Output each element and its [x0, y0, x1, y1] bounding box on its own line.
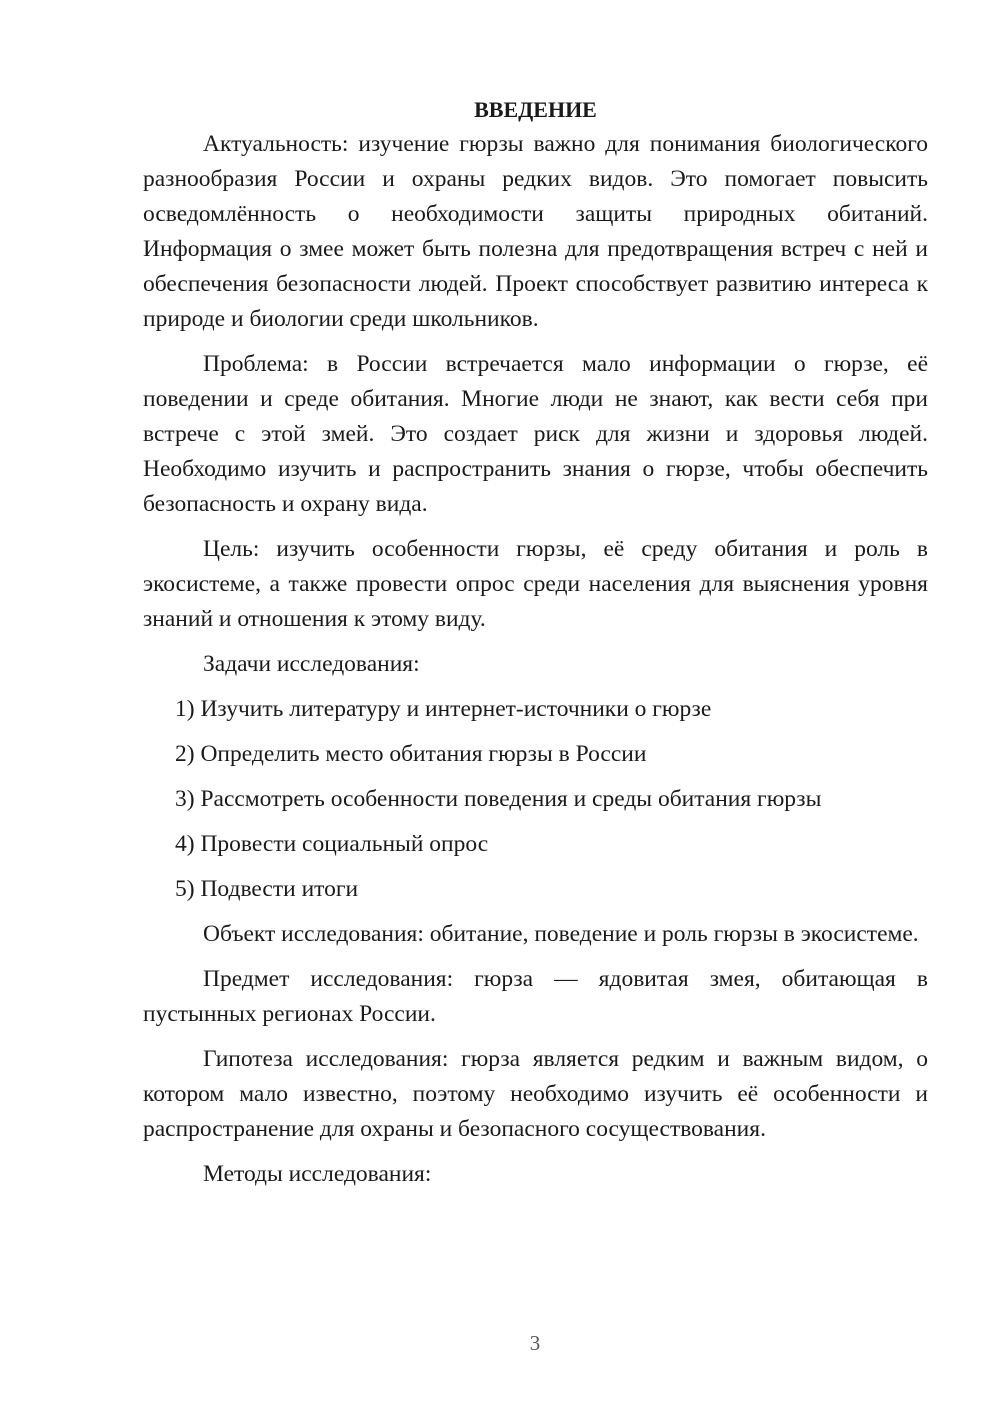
page-number: 3: [529, 1331, 541, 1355]
hypothesis-paragraph: Гипотеза исследования: гюрза является редким и важным видом, о котором мало известно, поэтому необходимо изучить её особенности и распространение для охраны и безопасного сосуществования.: [143, 1046, 928, 1142]
list-item: 5) Подвести итоги: [175, 876, 359, 902]
methods-paragraph: Методы исследования:: [203, 1161, 432, 1187]
object-paragraph: Объект исследования: обитание, поведение и роль гюрзы в экосистеме.: [203, 921, 919, 947]
problem-paragraph: Проблема: в России встречается мало информации о гюрзе, её поведении и среде обитания. Многие люди не знают, как вести себя при встрече с этой змей. Это создает риск для жизни и здоровья людей. Необходимо изучить и распространить знания о гюрзе, чтобы обеспечить безопасность и охрану вида.: [143, 351, 928, 517]
relevance-paragraph: Актуальность: изучение гюрзы важно для понимания биологического разнообразия России и охраны редких видов. Это помогает повысить осведомлённость о необходимости защиты природных обитаний. Информация о змее может быть полезна для предотвращения встреч с ней и обеспечения безопасности людей. Проект способствует развитию интереса к природе и биологии среди школьников.: [143, 131, 928, 332]
list-item: 2) Определить место обитания гюрзы в России: [175, 741, 647, 767]
goal-paragraph: Цель: изучить особенности гюрзы, её среду обитания и роль в экосистеме, а также провести опрос среди населения для выяснения уровня знаний и отношения к этому виду.: [143, 536, 928, 632]
tasks-list: [143, 692, 928, 907]
list-item: 1) Изучить литературу и интернет-источники о гюрзе: [175, 696, 712, 722]
page-content: [143, 92, 928, 1192]
list-item: 3) Рассмотреть особенности поведения и среды обитания гюрзы: [175, 786, 822, 812]
tasks-title: Задачи исследования:: [203, 651, 420, 677]
list-item: 4) Провести социальный опрос: [175, 831, 489, 857]
section-heading: ВВЕДЕНИЕ: [474, 97, 597, 122]
subject-paragraph: Предмет исследования: гюрза — ядовитая змея, обитающая в пустынных регионах России.: [143, 966, 928, 1027]
